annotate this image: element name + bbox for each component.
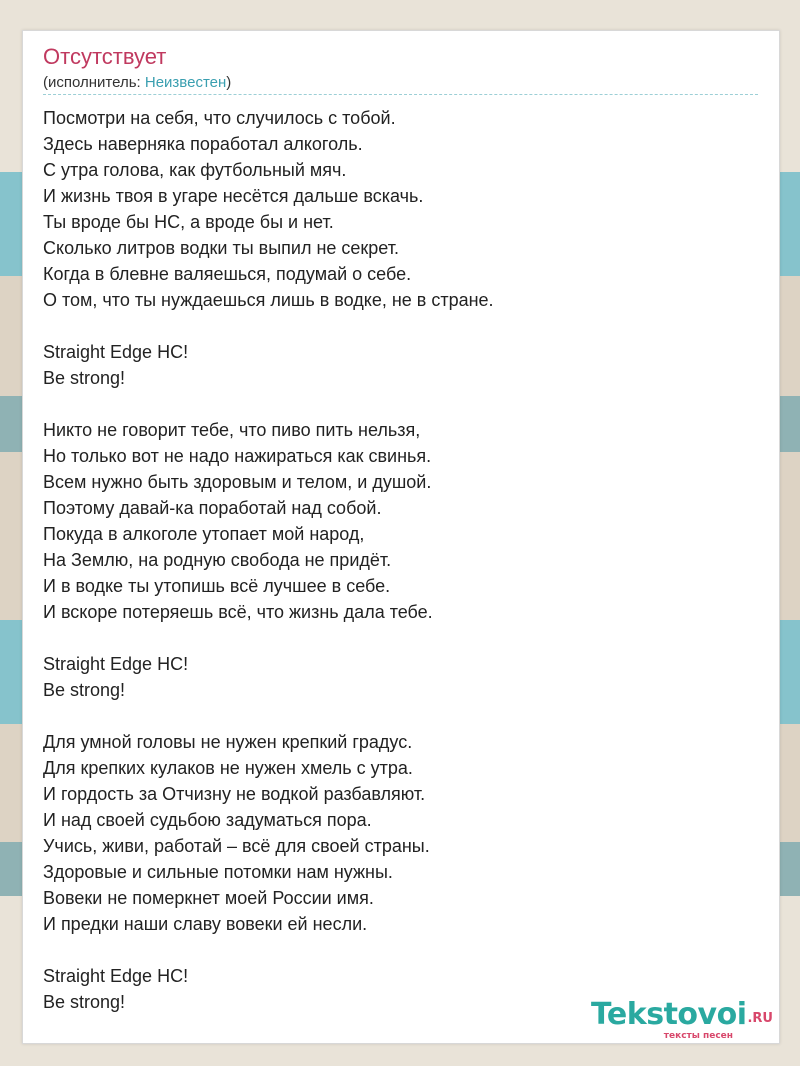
- song-title: Отсутствует: [43, 44, 167, 69]
- lyric-line: Straight Edge HC!: [43, 654, 189, 674]
- lyric-line: И жизнь твоя в угаре несётся дальше вскачь.: [43, 186, 424, 206]
- lyric-line: Be strong!: [43, 992, 126, 1012]
- lyric-line: Посмотри на себя, что случилось с тобой.: [43, 108, 396, 128]
- lyric-line: Сколько литров водки ты выпил не секрет.: [43, 238, 399, 258]
- lyric-line: Покуда в алкоголе утопает мой народ,: [43, 524, 365, 544]
- lyric-line: Вовеки не померкнет моей России имя.: [43, 888, 374, 908]
- lyric-line: Be strong!: [43, 680, 126, 700]
- lyric-line: Здоровые и сильные потомки нам нужны.: [43, 862, 393, 882]
- lyric-line: Здесь наверняка поработал алкоголь.: [43, 134, 363, 154]
- lyrics-card: [22, 30, 780, 1044]
- lyric-line: Be strong!: [43, 368, 126, 388]
- stanza-gap: [43, 391, 753, 417]
- lyric-line: Всем нужно быть здоровым и телом, и душой.: [43, 472, 432, 492]
- artist-line: [43, 73, 231, 93]
- lyric-line: О том, что ты нуждаешься лишь в водке, не в стране.: [43, 290, 494, 310]
- lyric-line: Ты вроде бы НС, а вроде бы и нет.: [43, 212, 334, 232]
- lyric-line: И предки наши славу вовеки ей несли.: [43, 914, 368, 934]
- artist-prefix: (исполнитель:: [43, 74, 145, 91]
- lyric-line: Учись, живи, работай – всё для своей страны.: [43, 836, 430, 856]
- divider: [43, 94, 758, 95]
- lyrics-text: [43, 105, 753, 1015]
- lyric-line: Но только вот не надо нажираться как свинья.: [43, 446, 432, 466]
- lyric-line: Никто не говорит тебе, что пиво пить нельзя,: [43, 420, 421, 440]
- lyric-line: И гордость за Отчизну не водкой разбавляют.: [43, 784, 426, 804]
- lyric-line: Straight Edge HC!: [43, 966, 189, 986]
- lyric-line: И в водке ты утопишь всё лучшее в себе.: [43, 576, 391, 596]
- artist-suffix: ): [226, 74, 232, 91]
- lyric-line: С утра голова, как футбольный мяч.: [43, 160, 347, 180]
- stanza-gap: [43, 625, 753, 651]
- logo-tld: .RU: [747, 1011, 773, 1026]
- stanza-gap: [43, 703, 753, 729]
- artist-link[interactable]: Неизвестен: [144, 74, 227, 91]
- lyric-line: Straight Edge HC!: [43, 342, 189, 362]
- lyric-line: На Землю, на родную свобода не придёт.: [43, 550, 392, 570]
- site-logo[interactable]: [563, 999, 773, 1045]
- lyric-line: Для крепких кулаков не нужен хмель с утра.: [43, 758, 413, 778]
- lyric-line: Поэтому давай-ка поработай над собой.: [43, 498, 382, 518]
- logo-name: Tekstovoi: [590, 997, 747, 1032]
- stanza-gap: [43, 937, 753, 963]
- lyric-line: Для умной головы не нужен крепкий градус.: [43, 732, 413, 752]
- lyric-line: Когда в блевне валяешься, подумай о себе.: [43, 264, 412, 284]
- logo-tagline: тексты песен: [663, 1031, 733, 1041]
- lyric-line: И над своей судьбою задуматься пора.: [43, 810, 372, 830]
- lyric-line: И вскоре потеряешь всё, что жизнь дала тебе.: [43, 602, 433, 622]
- stanza-gap: [43, 313, 753, 339]
